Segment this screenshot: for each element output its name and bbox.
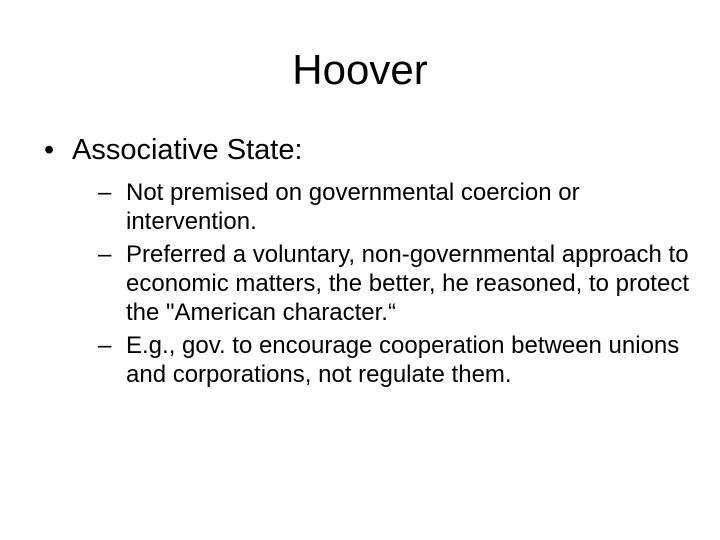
bullet-item: [44, 132, 684, 168]
dash-marker: –: [98, 332, 112, 359]
bullet-marker: •: [44, 134, 55, 166]
sub-bullet-item: [98, 240, 698, 327]
dash-marker: –: [98, 179, 112, 206]
sub-bullet-text: Not premised on governmental coercion or intervention.: [126, 179, 580, 235]
dash-marker: –: [98, 241, 112, 268]
sub-bullet-text: E.g., gov. to encourage cooperation between unions and corporations, not regulate them.: [126, 332, 680, 388]
sub-bullet-item: [98, 178, 698, 236]
sub-bullet-item: [98, 331, 698, 389]
sub-bullet-text: Preferred a voluntary, non-governmental approach to economic matters, the better, he reasoned, to protect the "American character.“: [126, 241, 689, 326]
sub-bullet-list: [98, 178, 698, 393]
slide-title: Hoover: [292, 46, 428, 93]
bullet-text: Associative State:: [72, 134, 303, 166]
